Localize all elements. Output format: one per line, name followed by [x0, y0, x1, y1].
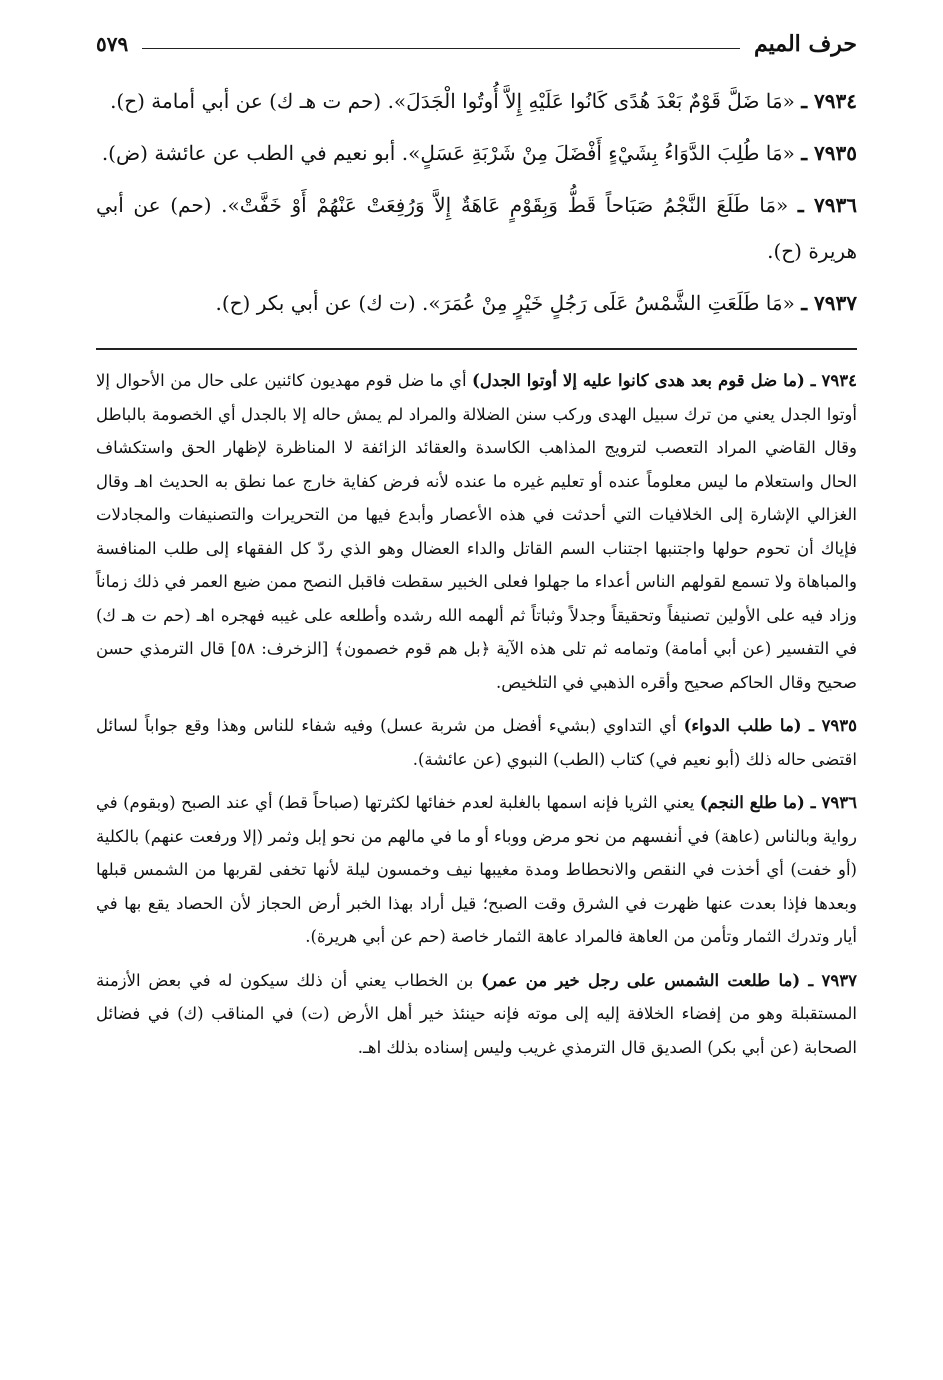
chapter-title: حرف الميم	[753, 31, 857, 57]
commentary-heading: ٧٩٣٤ ـ (ما ضل قوم بعد هدى كانوا عليه إلا أوتوا الجدل)	[472, 371, 857, 390]
hadith-entry	[96, 78, 857, 124]
running-header	[96, 24, 857, 64]
commentary-paragraph	[96, 964, 857, 1065]
hadith-source: (حم) عن أبي هريرة (ح).	[96, 193, 857, 263]
hadith-entry	[96, 280, 857, 326]
hadith-text: «مَا طُلِبَ الدَّوَاءُ بِشَيْءٍ أَفْضَلَ مِنْ شَرْبَةِ عَسَلٍ».	[401, 141, 795, 165]
hadith-number: ٧٩٣٥ ـ	[801, 141, 857, 165]
header-rule	[142, 48, 740, 49]
hadith-source: (ت ك) عن أبي بكر (ح).	[215, 291, 416, 315]
commentary-paragraph	[96, 786, 857, 954]
commentary-paragraph	[96, 709, 857, 776]
commentary-paragraph	[96, 364, 857, 699]
hadith-number: ٧٩٣٧ ـ	[801, 291, 857, 315]
hadith-text: «مَا ضَلَّ قَوْمٌ بَعْدَ هُدًى كَانُوا عَلَيْهِ إِلاَّ أُوتُوا الْجَدَلَ».	[387, 89, 795, 113]
hadith-list	[96, 78, 857, 326]
page-number: ٥٧٩	[96, 32, 129, 56]
commentary-text: أي التداوي (بشيء أفضل من شربة عسل) وفيه شفاء للناس وهذا وقع جواباً لسائل اقتضى حاله ذلك (أبو نعيم في) كتاب (الطب) النبوي (عن عائشة).	[96, 716, 857, 769]
hadith-text: «مَا طَلَعَ النَّجْمُ صَبَاحاً قَطُّ وَبِقَوْمٍ عَاهَةٌ إِلاَّ وَرُفِعَتْ عَنْهُمْ أَوْ خَفَّتْ».	[221, 193, 789, 217]
commentary-text: أي ما ضل قوم مهديون كائنين على حال من الأحوال إلا أوتوا الجدل يعني من ترك سبيل الهدى وركب سنن الضلالة والمراد لم يمش حاله إلا بالجدل أي الخصومة بالباطل وقال القاضي المراد التعصب لترويج المذاهب الكاسدة والعقائد الزائفة لا المناظرة لإظهار الحق واستكشاف الحال واستعلام ما ليس معلوماً عنده أو تعليم غيره ما عنده لأنه فرض كفاية خارج عما نطق به الحديث اهـ وقال الغزالي الإشارة إلى الخلافيات التي أحدثت في هذه الأعصار وأبدع فيها من التحريرات والتصنيفات والمجادلات فإياك أن تحوم حولها واجتنبها اجتناب السم القاتل والداء العضال وهو الذي ردّ كل الفقهاء إلى طلب المنافسة والمباهاة ولا تسمع لقولهم الناس أعداء ما جهلوا فعلى الخبير سقطت فاقبل النصح ممن ضيع العمر في ذلك زماناً وزاد فيه على الأولين تصنيفاً وتحقيقاً وجدلاً وثباتاً ثم ألهمه الله رشده وأطلعه على غيبه فهجره اهـ (حم ت هـ ك) في التفسير (عن أبي أمامة) وتمامه ثم تلى هذه الآية ﴿بل هم قوم خصمون﴾ [الزخرف: ٥٨] قال الترمذي حسن صحيح وقال الحاكم صحيح وأقره الذهبي في التلخيص.	[96, 371, 857, 692]
commentary-section	[96, 364, 857, 1064]
hadith-text: «مَا طَلَعَتِ الشَّمْسُ عَلَى رَجُلٍ خَيْرٍ مِنْ عُمَرَ».	[422, 291, 795, 315]
commentary-heading: ٧٩٣٦ ـ (ما طلع النجم)	[699, 793, 857, 812]
commentary-text: بن الخطاب يعني أن ذلك سيكون له في بعض الأزمنة المستقبلة وهو من إفضاء الخلافة إليه إلى موته فإنه حينئذ خير أهل الأرض (ت) في المناقب (ك) في فضائل الصحابة (عن أبي بكر) الصديق قال الترمذي غريب وليس إسناده بذلك اهـ.	[96, 970, 857, 1057]
hadith-source: (حم ت هـ ك) عن أبي أمامة (ح).	[110, 89, 382, 113]
commentary-text: يعني الثريا فإنه اسمها بالغلبة لعدم خفائها لكثرتها (صباحاً قط) أي عند الصبح (وبقوم) في رواية وبالناس (عاهة) في أنفسهم من نحو مرض ووباء أو ما في مالهم من نحو إبل وثمر (إلا ورفعت عنهم) بالكلية (أو خفت) أي أخذت في النقص والانحطاط ومدة مغيبها نيف وخمسون ليلة لأنها تخفى لقربها من الشمس قبلها وبعدها فإذا بعدت عنها ظهرت في الشرق وقت الصبح؛ قيل أراد بهذا الخبر أرض الحجاز لأن الحصاد يقع بها في أيار وتدرك الثمار وتأمن من العاهة فالمراد عاهة الثمار خاصة (حم عن أبي هريرة).	[96, 793, 857, 946]
commentary-heading: ٧٩٣٥ ـ (ما طلب الدواء)	[683, 716, 858, 735]
hadith-source: أبو نعيم في الطب عن عائشة (ض).	[101, 141, 396, 165]
hadith-number: ٧٩٣٤ ـ	[801, 89, 857, 113]
hadith-entry	[96, 182, 857, 274]
commentary-heading: ٧٩٣٧ ـ (ما طلعت الشمس على رجل خير من عمر)	[481, 970, 857, 990]
hadith-entry	[96, 130, 857, 176]
hadith-number: ٧٩٣٦ ـ	[797, 193, 857, 217]
footnote-divider	[96, 348, 857, 350]
